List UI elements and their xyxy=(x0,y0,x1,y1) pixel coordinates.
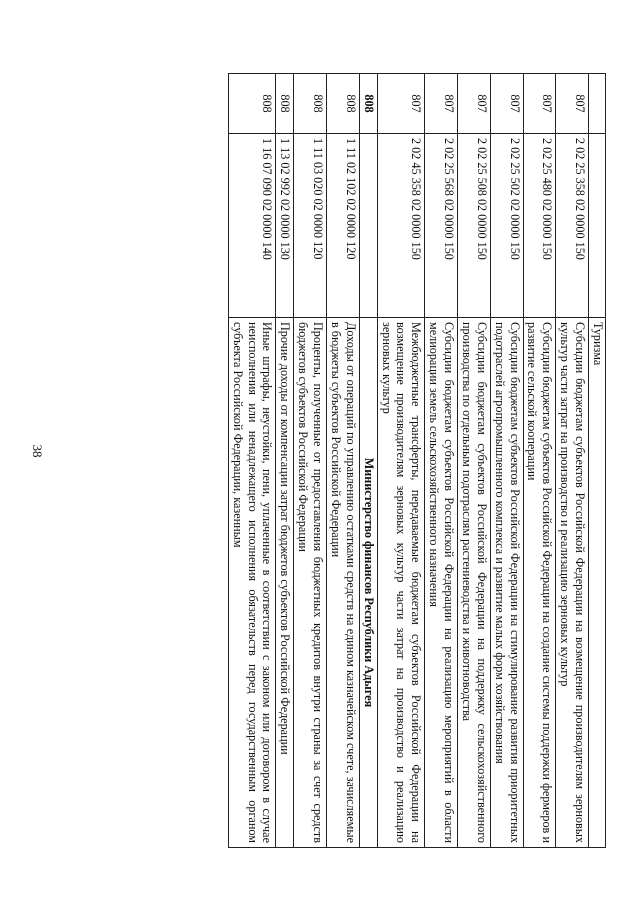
revenue-name-cell: Субсидии бюджетам субъектов Российской Федерации на реализацию мероприятий в области мелиорации земель сельскохозяйственного назначения xyxy=(425,318,458,848)
admin-code-cell: 807 xyxy=(458,74,491,134)
revenue-code-cell: 1 11 03 020 02 0000 120 xyxy=(294,134,327,318)
revenue-name-cell: Субсидии бюджетам субъектов Российской Федерации на стимулирование развития приоритетных подотраслей агропромышленного комплекса и развитие малых форм хозяйствования xyxy=(490,318,523,848)
admin-code-cell: 808 xyxy=(276,74,294,134)
admin-code-cell: 808 xyxy=(294,74,327,134)
revenue-code-cell xyxy=(589,134,606,318)
revenue-name-cell: Туризма xyxy=(589,318,606,848)
revenue-codes-table xyxy=(228,73,606,848)
section-title-cell: Министерство финансов Республики Адыгея xyxy=(359,318,377,848)
table-row xyxy=(425,74,458,848)
table-row xyxy=(377,74,425,848)
revenue-code-cell: 1 11 02 102 02 0000 120 xyxy=(327,134,360,318)
revenue-name-cell: Субсидии бюджетам субъектов Российской Федерации на поддержку сельскохозяйственного производства по отдельным подотраслям растениеводства и животноводства xyxy=(458,318,491,848)
table-row xyxy=(458,74,491,848)
revenue-code-cell: 2 02 25 358 02 0000 150 xyxy=(556,134,589,318)
page-body xyxy=(86,73,606,848)
revenue-code-cell: 2 02 25 480 02 0000 150 xyxy=(523,134,556,318)
revenue-code-cell: 2 02 45 358 02 0000 150 xyxy=(377,134,425,318)
admin-code-cell: 808 xyxy=(359,74,377,134)
revenue-name-cell: Субсидии бюджетам субъектов Российской Федерации на возмещение производителям зерновых культур части затрат на производство и реализацию зерновых культур xyxy=(556,318,589,848)
admin-code-cell: 807 xyxy=(523,74,556,134)
table-row xyxy=(490,74,523,848)
table-body xyxy=(228,74,605,848)
admin-code-cell: 807 xyxy=(556,74,589,134)
revenue-code-cell xyxy=(359,134,377,318)
table-row xyxy=(556,74,589,848)
revenue-name-cell: Межбюджетные трансферты, передаваемые бюджетам субъектов Российской Федерации на возмещение производителям зерновых культур части затрат на производство и реализацию зерновых культур xyxy=(377,318,425,848)
revenue-name-cell: Субсидии бюджетам субъектов Российской Федерации на создание системы поддержки фермеров и развитие сельской кооперации xyxy=(523,318,556,848)
admin-code-cell: 807 xyxy=(425,74,458,134)
section-header-row xyxy=(359,74,377,848)
revenue-name-cell: Доходы от операций по управлению остатками средств на едином казначейском счете, зачисляемые в бюджеты субъектов Российской Федерации xyxy=(327,318,360,848)
admin-code-cell: 807 xyxy=(377,74,425,134)
revenue-code-cell: 2 02 25 568 02 0000 150 xyxy=(425,134,458,318)
admin-code-cell xyxy=(589,74,606,134)
revenue-name-cell: Прочие доходы от компенсации затрат бюджетов субъектов Российской Федерации xyxy=(276,318,294,848)
revenue-code-cell: 1 16 07 090 02 0000 140 xyxy=(228,134,276,318)
admin-code-cell: 808 xyxy=(327,74,360,134)
table-row xyxy=(589,74,606,848)
revenue-code-cell: 1 13 02 992 02 0000 130 xyxy=(276,134,294,318)
table-row xyxy=(327,74,360,848)
revenue-code-cell: 2 02 25 508 02 0000 150 xyxy=(458,134,491,318)
admin-code-cell: 808 xyxy=(228,74,276,134)
table-row xyxy=(294,74,327,848)
admin-code-cell: 807 xyxy=(490,74,523,134)
revenue-code-cell: 2 02 25 502 02 0000 150 xyxy=(490,134,523,318)
revenue-name-cell: Иные штрафы, неустойки, пени, уплаченные в соответствии с законом или договором в случае неисполнения или ненадлежащего исполнения обязательств перед государственным органом субъекта Российской Федерации, казенным xyxy=(228,318,276,848)
rotated-table-sheet xyxy=(86,73,606,848)
table-row xyxy=(523,74,556,848)
table-row xyxy=(228,74,276,848)
revenue-name-cell: Проценты, полученные от предоставления бюджетных кредитов внутри страны за счет средств бюджетов субъектов Российской Федерации xyxy=(294,318,327,848)
page-number: 38 xyxy=(30,444,45,458)
table-row xyxy=(276,74,294,848)
